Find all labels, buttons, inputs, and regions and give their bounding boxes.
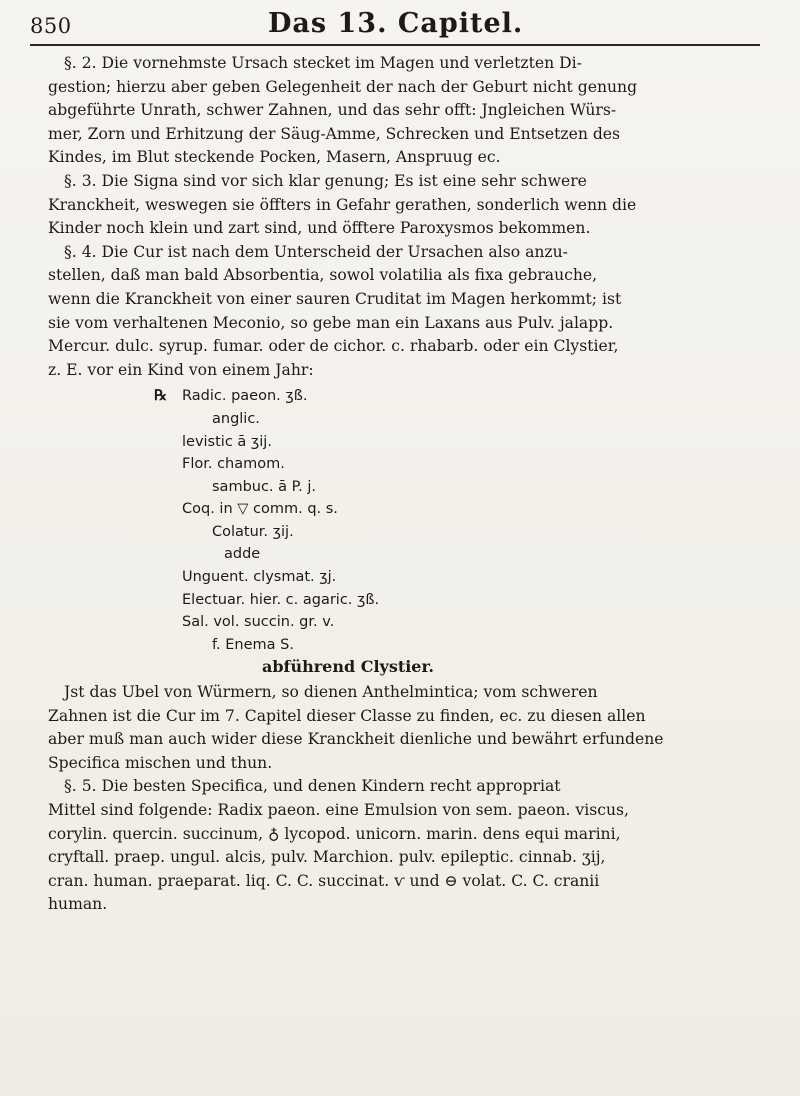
- recipe-text: levistic ā ʒij.: [182, 433, 272, 450]
- text-line: abgeführte Unrath, schwer Zahnen, und das sehr offt: Jngleichen Würs-: [48, 101, 617, 120]
- running-title: Das 13. Capitel.: [268, 8, 524, 39]
- recipe-text: Unguent. clysmat. ʒj.: [182, 569, 337, 586]
- recipe-text: f. Enema S.: [212, 636, 294, 653]
- recipe-line: [154, 385, 763, 408]
- text-line: human.: [48, 895, 108, 914]
- paragraphs: [48, 52, 763, 382]
- text-line: §. 5. Die besten Specifica, und denen Kindern recht appropriat: [64, 777, 561, 796]
- text-line: Mittel sind folgende: Radix paeon. eine Emulsion von sem. paeon. viscus,: [48, 801, 629, 819]
- recipe-line: [154, 634, 763, 657]
- text-line: z. E. vor ein Kind von einem Jahr:: [48, 360, 314, 379]
- recipe-text: abführend Clystier.: [262, 657, 434, 677]
- text-line: Kranckheit, weswegen sie öffters in Gefahr gerathen, sonderlich wenn die: [48, 195, 637, 214]
- text-line: Mercur. dulc. syrup. fumar. oder de cichor. c. rhabarb. oder ein Clystier,: [48, 337, 619, 356]
- page-body: [48, 52, 763, 917]
- text-line: Kinder noch klein und zart sind, und öfftere Paroxysmos bekommen.: [48, 219, 591, 238]
- recipe-line: [154, 408, 763, 431]
- recipe-line: [154, 476, 763, 499]
- recipe-text: Colatur. ʒij.: [212, 523, 294, 540]
- recipe-line: [154, 543, 763, 566]
- paragraph: [48, 52, 763, 170]
- text-line: sie vom verhaltenen Meconio, so gebe man ein Laxans aus Pulv. jalapp.: [48, 313, 614, 332]
- recipe-line: [154, 521, 763, 544]
- text-line: §. 2. Die vornehmste Ursach stecket im Magen und verletzten Di-: [64, 54, 582, 72]
- text-line: aber muß man auch wider diese Kranckheit dienliche und bewährt erfundene: [48, 730, 664, 749]
- text-line: Jst das Ubel von Würmern, so dienen Anthelmintica; vom schweren: [64, 683, 598, 702]
- recipe-text: adde: [224, 546, 261, 563]
- text-line: §. 3. Die Signa sind vor sich klar genung; Es ist eine sehr schwere: [64, 171, 587, 190]
- text-line: mer, Zorn und Erhitzung der Säug-Amme, Schrecken und Entsetzen des: [48, 124, 621, 143]
- text-line: §. 4. Die Cur ist nach dem Unterscheid der Ursachen also anzu-: [64, 242, 568, 261]
- text-line: Specifica mischen und thun.: [48, 753, 273, 772]
- recipe-line: [154, 566, 763, 589]
- text-line: corylin. quercin. succinum, ♁ lycopod. unicorn. marin. dens equi marini,: [48, 824, 621, 843]
- recipe-line: [154, 498, 763, 521]
- text-line: Kindes, im Blut steckende Pocken, Masern, Anspruug ec.: [48, 148, 501, 167]
- recipe-line: [154, 589, 763, 612]
- text-line: stellen, daß man bald Absorbentia, sowol volatilia als fixa gebrauche,: [48, 266, 598, 285]
- page-header: [30, 8, 770, 42]
- recipe-line: [154, 656, 763, 679]
- recipe-text: Electuar. hier. c. agaric. ʒß.: [182, 591, 380, 608]
- page-number: 850: [30, 14, 72, 38]
- recipe-text: Flor. chamom.: [182, 456, 285, 473]
- paragraph: [48, 681, 763, 775]
- recipe-text: Coq. in ▽ comm. q. s.: [182, 501, 338, 518]
- recipe-text: anglic.: [212, 410, 260, 427]
- text-line: cryftall. praep. ungul. alcis, pulv. Marchion. pulv. epileptic. cinnab. ʒij,: [48, 848, 606, 867]
- recipe-line: [154, 453, 763, 476]
- recipe-symbol-icon: ℞: [154, 387, 167, 405]
- text-line: Zahnen ist die Cur im 7. Capitel dieser Classe zu finden, ec. zu diesen allen: [48, 706, 646, 725]
- closing-paragraphs: [48, 681, 763, 917]
- text-line: wenn die Kranckheit von einer sauren Cruditat im Magen herkommt; ist: [48, 289, 622, 308]
- recipe-text: Sal. vol. succin. gr. v.: [182, 614, 335, 631]
- paragraph: [48, 775, 763, 917]
- recipe-line: [154, 611, 763, 634]
- recipe-text: sambuc. ā P. j.: [212, 478, 316, 495]
- paragraph: [48, 170, 763, 241]
- header-rule: [30, 44, 760, 46]
- text-line: cran. human. praeparat. liq. C. C. succinat. ⱱ und ⊖ volat. C. C. cranii: [48, 871, 600, 890]
- recipe-block: [154, 385, 763, 679]
- text-line: gestion; hierzu aber geben Gelegenheit der nach der Geburt nicht genung: [48, 77, 638, 96]
- paragraph: [48, 241, 763, 383]
- recipe-line: [154, 431, 763, 454]
- recipe-text: Radic. paeon. ʒß.: [182, 388, 308, 405]
